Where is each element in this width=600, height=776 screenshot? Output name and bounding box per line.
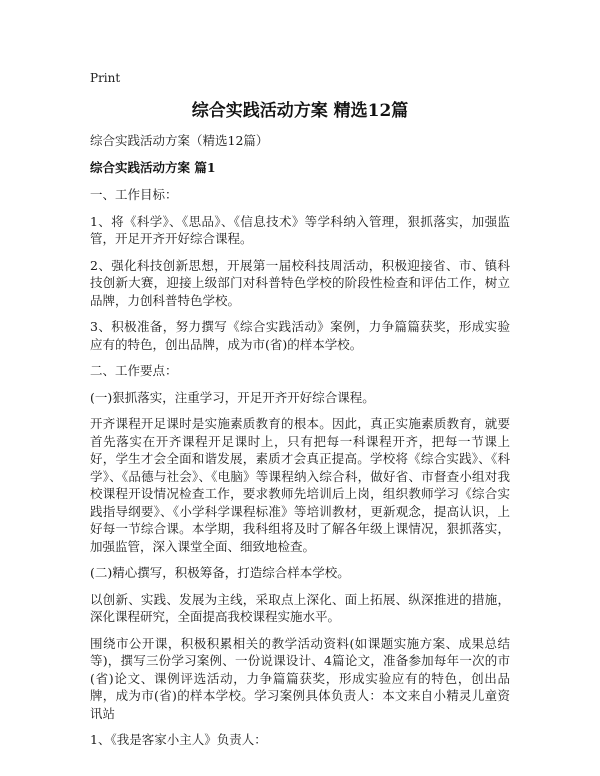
- paragraph: 3、积极准备，努力撰写《综合实践活动》案例，力争篇篇获奖，形成实验应有的特色，创出品牌，成为市(省)的样本学校。: [90, 319, 510, 352]
- heading-work-points: 二、工作要点：: [90, 363, 178, 378]
- heading-work-goals: 一、工作目标：: [90, 187, 178, 202]
- section-heading: 综合实践活动方案 篇1: [90, 160, 216, 175]
- paragraph: 围绕市公开课，积极积累相关的教学活动资料(如课题实施方案、成果总结等)，撰写三份学习案例、一份说课设计、4篇论文，准备参加每年一次的市(省)论文、课例评选活动，力争篇篇获奖，形成实验应有的特色，创出品牌，成为市(省)的样本学校。学习案例具体负责人：本文来自小精灵儿童资讯站: [90, 635, 510, 721]
- paragraph: 以创新、实践、发展为主线，采取点上深化、面上拓展、纵深推进的措施，深化课程研究，全面提高我校课程实施水平。: [90, 591, 510, 624]
- print-label: Print: [90, 71, 121, 85]
- page-title: 综合实践活动方案 精选12篇: [191, 101, 409, 121]
- paragraph: 2、强化科技创新思想，开展第一届校科技周活动，积极迎接省、市、镇科技创新大赛，迎接上级部门对科普特色学校的阶段性检查和评估工作，树立品牌，力创科普特色学校。: [90, 257, 510, 308]
- subheading: (二)精心撰写，积极筹备，打造综合样本学校。: [90, 565, 350, 580]
- subheading: (一)狠抓落实，注重学习，开足开齐开好综合课程。: [90, 389, 375, 405]
- paragraph: 开齐课程开足课时是实施素质教育的根本。因此，真正实施素质教育，就要首先落实在开齐课程开足课时上，只有把每一科课程开齐，把每一节课上好，学生才会全面和谐发展，素质才会真正提高。学校将《综合实践》、《科学》、《品德与社会》、《电脑》等课程纳入综合科，做好省、市督查小组对我校课程开设情况检查工作，要求教师先培训后上岗，组织教师学习《综合实践指导纲要》、《小学科学课程标准》等培训教材，更新观念，提高认识，上好每一节综合课。本学期，我科组将及时了解各年级上课情况，狠抓落实，加强监管，深入课堂全面、细致地检查。: [90, 416, 510, 554]
- list-item: 1、《我是客家小主人》负责人：: [90, 732, 267, 747]
- document-subtitle: 综合实践活动方案（精选12篇）: [90, 133, 269, 148]
- paragraph: 1、将《科学》、《思品》、《信息技术》等学科纳入管理，狠抓落实，加强监管，开足开齐开好综合课程。: [90, 213, 510, 246]
